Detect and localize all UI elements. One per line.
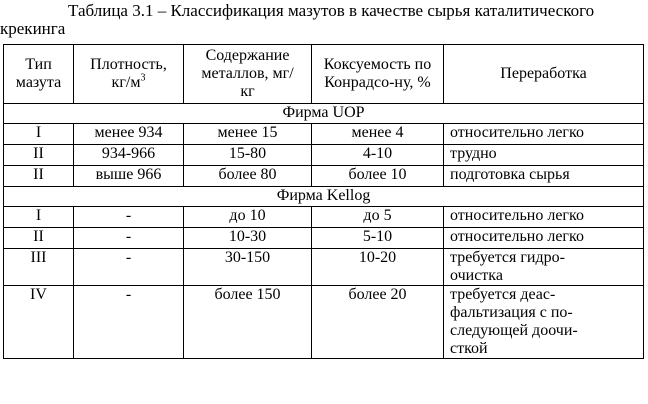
cell-processing: относительно легко (444, 207, 644, 228)
group-row (4, 187, 644, 207)
cell-coking: до 5 (312, 207, 444, 228)
table-caption (0, 2, 648, 38)
cell-type: III (4, 249, 74, 286)
cell-processing: требуется гидро- очистка (444, 249, 644, 286)
header-metals: Содержание металлов, мг/кг (184, 45, 312, 104)
header-row (4, 45, 644, 104)
cell-coking: менее 4 (312, 124, 444, 145)
cell-type: I (4, 124, 74, 145)
cell-coking: 4-10 (312, 145, 444, 166)
group-firm-name: Фирма UOP (4, 104, 644, 124)
cell-metals: до 10 (184, 207, 312, 228)
cell-type: II (4, 145, 74, 166)
classification-table (3, 44, 644, 359)
cell-coking: 5-10 (312, 228, 444, 249)
cell-type: II (4, 228, 74, 249)
cell-metals: 15-80 (184, 145, 312, 166)
cell-processing: требуется деас- фальтизация с по- следующей доочи- сткой (444, 286, 644, 359)
cell-density: выше 966 (74, 166, 184, 187)
cell-type: IV (4, 286, 74, 359)
cell-processing: подготовка сырья (444, 166, 644, 187)
cell-metals: более 80 (184, 166, 312, 187)
cell-type: II (4, 166, 74, 187)
cell-processing: относительно легко (444, 228, 644, 249)
cell-processing: относительно легко (444, 124, 644, 145)
header-type: Тип мазута (4, 45, 74, 104)
cell-metals: более 150 (184, 286, 312, 359)
cell-metals: 30-150 (184, 249, 312, 286)
cell-processing: трудно (444, 145, 644, 166)
header-coking: Коксуемость по Конрадсо-ну, % (312, 45, 444, 104)
cell-coking: 10-20 (312, 249, 444, 286)
cell-density: - (74, 249, 184, 286)
group-firm-name: Фирма Kellog (4, 187, 644, 207)
cell-metals: 10-30 (184, 228, 312, 249)
cell-metals: менее 15 (184, 124, 312, 145)
header-density: Плотность, $кг/м^3$ (74, 45, 184, 104)
table-row (4, 124, 644, 145)
cell-type: I (4, 207, 74, 228)
cell-density: - (74, 207, 184, 228)
cell-coking: более 10 (312, 166, 444, 187)
cell-density: - (74, 286, 184, 359)
table-row (4, 286, 644, 359)
table-row (4, 166, 644, 187)
caption-line-1: Таблица 3.1 – Классификация мазутов в качестве сырья каталитического (68, 1, 595, 20)
header-processing: Переработка (444, 45, 644, 104)
cell-coking: более 20 (312, 286, 444, 359)
density-superscript: 3 (140, 72, 146, 84)
table-body (4, 104, 644, 359)
table-row (4, 249, 644, 286)
group-row (4, 104, 644, 124)
caption-line-2: крекинга (0, 19, 66, 38)
cell-density: менее 934 (74, 124, 184, 145)
table-row (4, 228, 644, 249)
table-row (4, 207, 644, 228)
table-row (4, 145, 644, 166)
cell-density: - (74, 228, 184, 249)
cell-density: 934-966 (74, 145, 184, 166)
